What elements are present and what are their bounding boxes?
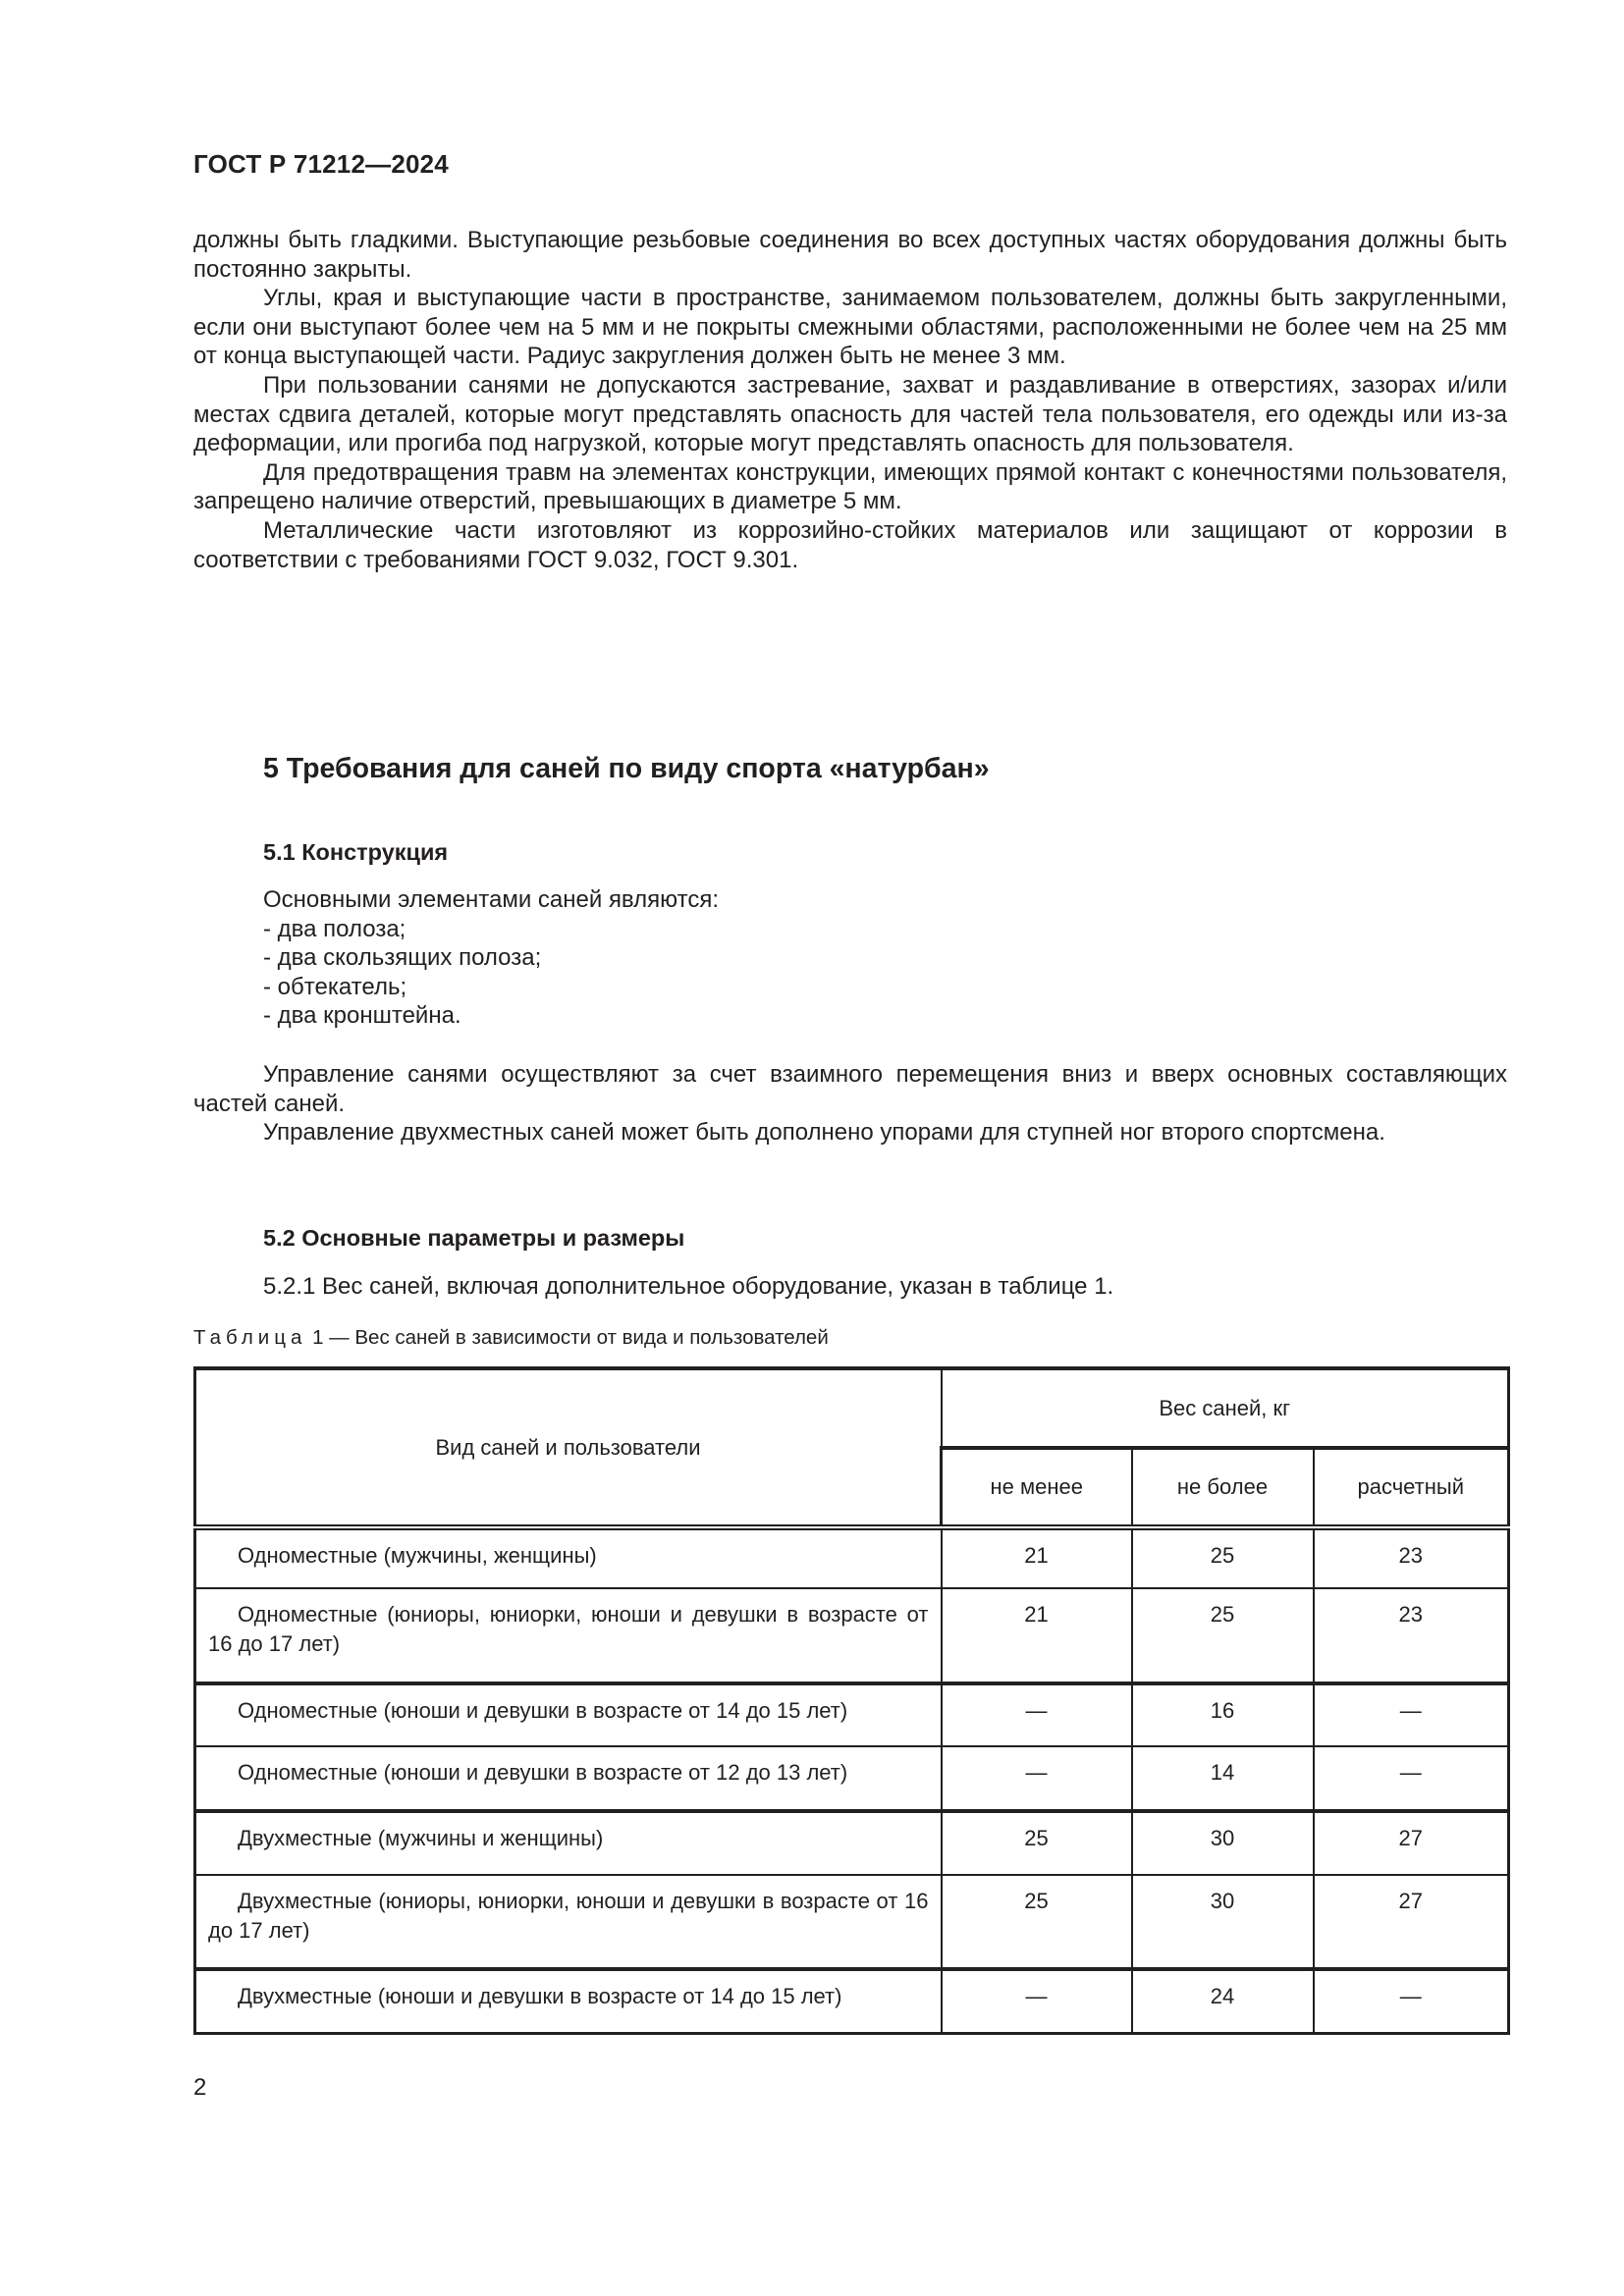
- paragraph: 5.2.1 Вес саней, включая дополнительное оборудование, указан в таблице 1.: [263, 1273, 1114, 1300]
- table-caption: [193, 1325, 829, 1351]
- table-row: [195, 1746, 1509, 1811]
- construction-elements-list: [263, 885, 1507, 1031]
- cell-sled-type: Одноместные (юниоры, юниорки, юноши и девушки в возрасте от 16 до 17 лет): [195, 1588, 942, 1683]
- list-item: - обтекатель;: [263, 973, 407, 1000]
- table-row: [195, 1875, 1509, 1969]
- section-5-2-heading: 5.2 Основные параметры и размеры: [263, 1225, 685, 1251]
- document-id-header: ГОСТ Р 71212—2024: [193, 149, 449, 179]
- paragraph: Управление двухместных саней может быть дополнено упорами для ступней ног второго спортсмена.: [263, 1119, 1385, 1147]
- cell-min: 25: [942, 1811, 1132, 1875]
- paragraph: должны быть гладкими. Выступающие резьбовые соединения во всех доступных частях оборудования должны быть постоянно закрыты.: [193, 227, 1507, 283]
- cell-sled-type: Двухместные (юниоры, юниорки, юноши и девушки в возрасте от 16 до 17 лет): [195, 1875, 942, 1969]
- column-header-min: не менее: [942, 1448, 1132, 1527]
- column-header-max: не более: [1132, 1448, 1314, 1527]
- table-row: [195, 1588, 1509, 1683]
- cell-max: 14: [1132, 1746, 1314, 1811]
- cell-min: 21: [942, 1588, 1132, 1683]
- cell-calc: 23: [1314, 1527, 1509, 1588]
- cell-sled-type: Одноместные (юноши и девушки в возрасте от 12 до 13 лет): [195, 1746, 942, 1811]
- page-number: 2: [193, 2074, 207, 2101]
- cell-calc: 27: [1314, 1875, 1509, 1969]
- paragraph: Металлические части изготовляют из коррозийно-стойких материалов или защищают от коррозии в соответствии с требованиями ГОСТ 9.032, ГОСТ 9.301.: [193, 516, 1507, 573]
- table-row: [195, 1683, 1509, 1746]
- cell-min: —: [942, 1683, 1132, 1746]
- table-caption-label: Таблица: [193, 1326, 307, 1349]
- table-row: [195, 1969, 1509, 2033]
- column-group-header-weight: Вес саней, кг: [942, 1368, 1509, 1448]
- cell-calc: —: [1314, 1969, 1509, 2033]
- table-caption-text: 1 — Вес саней в зависимости от вида и пользователей: [306, 1326, 829, 1349]
- intro-text: [193, 226, 1507, 574]
- paragraph: При пользовании санями не допускаются застревание, захват и раздавливание в отверстиях, зазорах и/или местах сдвига деталей, которые могут представлять опасность для частей тела пользователя, его одежды или из-за деформации, или прогиба под нагрузкой, которые могут представлять опасность для пользователя.: [193, 371, 1507, 457]
- cell-min: 25: [942, 1875, 1132, 1969]
- cell-sled-type: Одноместные (мужчины, женщины): [195, 1527, 942, 1588]
- clause-5-2-1: [193, 1272, 1507, 1302]
- column-header-sled-type: Вид саней и пользователи: [195, 1368, 942, 1527]
- list-item: - два кронштейна.: [263, 1002, 461, 1030]
- list-item: - два полоза;: [263, 915, 406, 942]
- construction-text: [193, 1060, 1507, 1148]
- column-header-calc: расчетный: [1314, 1448, 1509, 1527]
- sled-weight-table: [193, 1366, 1510, 2035]
- cell-min: —: [942, 1746, 1132, 1811]
- cell-sled-type: Двухместные (мужчины и женщины): [195, 1811, 942, 1875]
- cell-calc: 23: [1314, 1588, 1509, 1683]
- cell-calc: 27: [1314, 1811, 1509, 1875]
- cell-max: 16: [1132, 1683, 1314, 1746]
- cell-max: 24: [1132, 1969, 1314, 2033]
- cell-sled-type: Двухместные (юноши и девушки в возрасте от 14 до 15 лет): [195, 1969, 942, 2033]
- section-5-1-heading: 5.1 Конструкция: [263, 839, 449, 865]
- cell-min: —: [942, 1969, 1132, 2033]
- paragraph: Управление санями осуществляют за счет взаимного перемещения вниз и вверх основных составляющих частей саней.: [193, 1061, 1507, 1117]
- paragraph: Углы, края и выступающие части в пространстве, занимаемом пользователем, должны быть закругленными, если они выступают более чем на 5 мм и не покрыты смежными областями, расположенными не более чем на 25 мм от конца выступающей части. Радиус закругления должен быть не менее 3 мм.: [193, 285, 1507, 370]
- cell-calc: —: [1314, 1746, 1509, 1811]
- table-row: [195, 1811, 1509, 1875]
- table-row: [195, 1527, 1509, 1588]
- paragraph: Для предотвращения травм на элементах конструкции, имеющих прямой контакт с конечностями пользователя, запрещено наличие отверстий, превышающих в диаметре 5 мм.: [193, 458, 1507, 515]
- cell-max: 30: [1132, 1811, 1314, 1875]
- cell-max: 25: [1132, 1527, 1314, 1588]
- cell-max: 25: [1132, 1588, 1314, 1683]
- list-item: - два скользящих полоза;: [263, 944, 542, 972]
- cell-sled-type: Одноместные (юноши и девушки в возрасте от 14 до 15 лет): [195, 1683, 942, 1746]
- cell-min: 21: [942, 1527, 1132, 1588]
- section-5-heading: 5 Требования для саней по виду спорта «натурбан»: [263, 753, 990, 784]
- cell-max: 30: [1132, 1875, 1314, 1969]
- list-lead: Основными элементами саней являются:: [263, 886, 719, 913]
- cell-calc: —: [1314, 1683, 1509, 1746]
